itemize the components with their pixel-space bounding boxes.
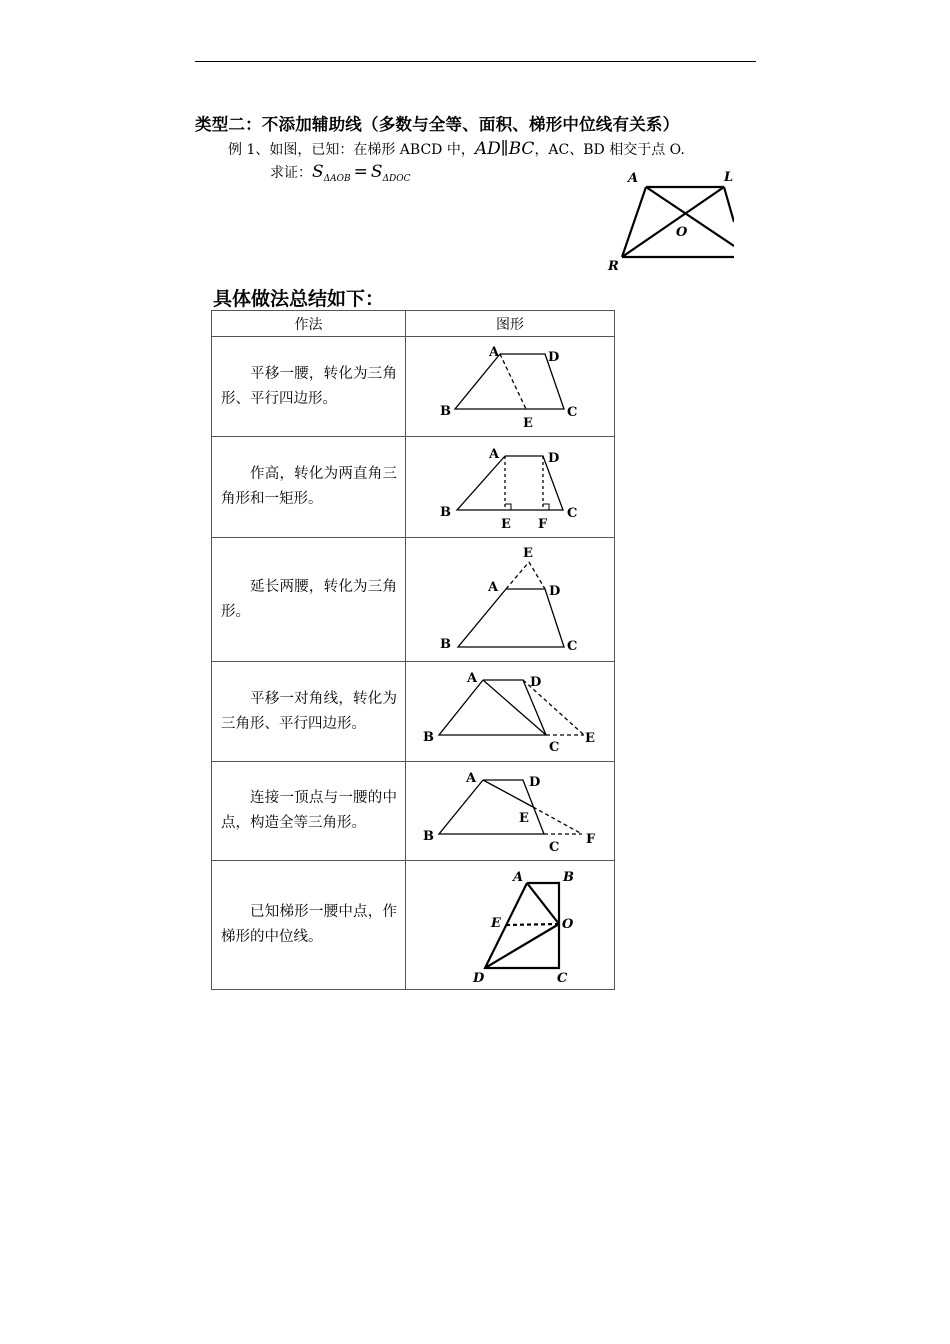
label-e: E bbox=[585, 731, 595, 746]
method-text: 平移一对角线，转化为三角形、平行四边形。 bbox=[212, 662, 406, 762]
table-row bbox=[212, 437, 615, 538]
fig-label-b: R bbox=[608, 259, 619, 274]
fig-label-a: A bbox=[628, 171, 639, 186]
label-e: E bbox=[491, 916, 501, 931]
summary-title: 具体做法总结如下： bbox=[213, 288, 385, 310]
label-a: A bbox=[489, 345, 500, 360]
label-c: C bbox=[549, 840, 560, 855]
method-figure bbox=[406, 538, 615, 662]
method-text: 延长两腰，转化为三角形。 bbox=[212, 538, 406, 662]
method-figure bbox=[406, 662, 615, 762]
table-row bbox=[212, 861, 615, 990]
table-header-row bbox=[212, 311, 615, 337]
label-c: C bbox=[557, 971, 568, 986]
example-text-before: 例 1、如图，已知：在梯形 ABCD 中， bbox=[228, 142, 475, 158]
prove-equals: = bbox=[353, 162, 368, 182]
prove-right-symbol: S bbox=[370, 162, 383, 182]
label-d: D bbox=[548, 451, 560, 466]
table-row bbox=[212, 538, 615, 662]
label-c: C bbox=[549, 740, 560, 755]
fig-diagonal-bd bbox=[622, 187, 724, 257]
example-condition: AD∥BC bbox=[474, 139, 535, 159]
label-e: E bbox=[519, 811, 529, 826]
fig-label-d: L bbox=[724, 170, 734, 185]
label-c: C bbox=[567, 639, 578, 654]
figure-median-line bbox=[406, 861, 614, 989]
method-figure bbox=[406, 437, 615, 538]
header-rule bbox=[195, 61, 756, 62]
figure-connect-midpoint bbox=[406, 762, 614, 860]
method-text: 平移一腰，转化为三角形、平行四边形。 bbox=[212, 337, 406, 437]
label-b: B bbox=[440, 505, 451, 520]
method-text: 作高，转化为两直角三角形和一矩形。 bbox=[212, 437, 406, 538]
prove-right-sub: ΔDOC bbox=[382, 174, 411, 184]
methods-table bbox=[211, 310, 615, 990]
prove-label: 求证： bbox=[270, 165, 312, 181]
fig-edge-dc bbox=[724, 187, 734, 222]
method-text: 已知梯形一腰中点，作梯形的中位线。 bbox=[212, 861, 406, 990]
header-figure: 图形 bbox=[406, 311, 615, 337]
label-d: D bbox=[549, 584, 561, 599]
label-b: B bbox=[423, 730, 434, 745]
example-figure bbox=[600, 160, 734, 275]
label-d: D bbox=[473, 971, 485, 986]
label-b: B bbox=[423, 829, 434, 844]
label-o: O bbox=[562, 917, 574, 932]
method-figure bbox=[406, 762, 615, 861]
label-f: F bbox=[538, 517, 548, 532]
label-c: C bbox=[567, 506, 578, 521]
fig-edge-ab bbox=[622, 187, 646, 257]
label-b: B bbox=[563, 870, 574, 885]
prove-left-symbol: S bbox=[312, 162, 324, 182]
label-f: F bbox=[586, 832, 596, 847]
label-d: D bbox=[529, 775, 541, 790]
example-statement bbox=[228, 139, 685, 159]
table-row bbox=[212, 662, 615, 762]
table-row bbox=[212, 762, 615, 861]
figure-translate-leg bbox=[406, 337, 614, 436]
fig-diagonal-ac bbox=[646, 187, 734, 246]
section-heading: 类型二：不添加辅助线（多数与全等、面积、梯形中位线有关系） bbox=[195, 115, 680, 134]
label-b: B bbox=[440, 637, 451, 652]
label-e: E bbox=[523, 416, 533, 431]
label-e: E bbox=[523, 546, 533, 561]
figure-extend-legs bbox=[406, 538, 614, 661]
label-b: B bbox=[440, 404, 451, 419]
example-text-after: ，AC、BD 相交于点 O. bbox=[534, 142, 685, 158]
label-d: D bbox=[530, 675, 542, 690]
header-method: 作法 bbox=[212, 311, 406, 337]
label-a: A bbox=[467, 671, 478, 686]
method-figure bbox=[406, 861, 615, 990]
label-d: D bbox=[548, 350, 560, 365]
label-a: A bbox=[488, 580, 499, 595]
prove-left-sub: ΔAOB bbox=[323, 174, 351, 184]
label-a: A bbox=[513, 870, 524, 885]
label-c: C bbox=[567, 405, 578, 420]
figure-translate-diagonal bbox=[406, 662, 614, 761]
fig-label-o: O bbox=[676, 225, 688, 240]
label-a: A bbox=[466, 771, 477, 786]
method-figure bbox=[406, 337, 615, 437]
label-a: A bbox=[489, 447, 500, 462]
label-e: E bbox=[501, 517, 511, 532]
example-prove bbox=[270, 162, 411, 184]
table-row bbox=[212, 337, 615, 437]
method-text: 连接一顶点与一腰的中点，构造全等三角形。 bbox=[212, 762, 406, 861]
figure-draw-heights bbox=[406, 437, 614, 537]
